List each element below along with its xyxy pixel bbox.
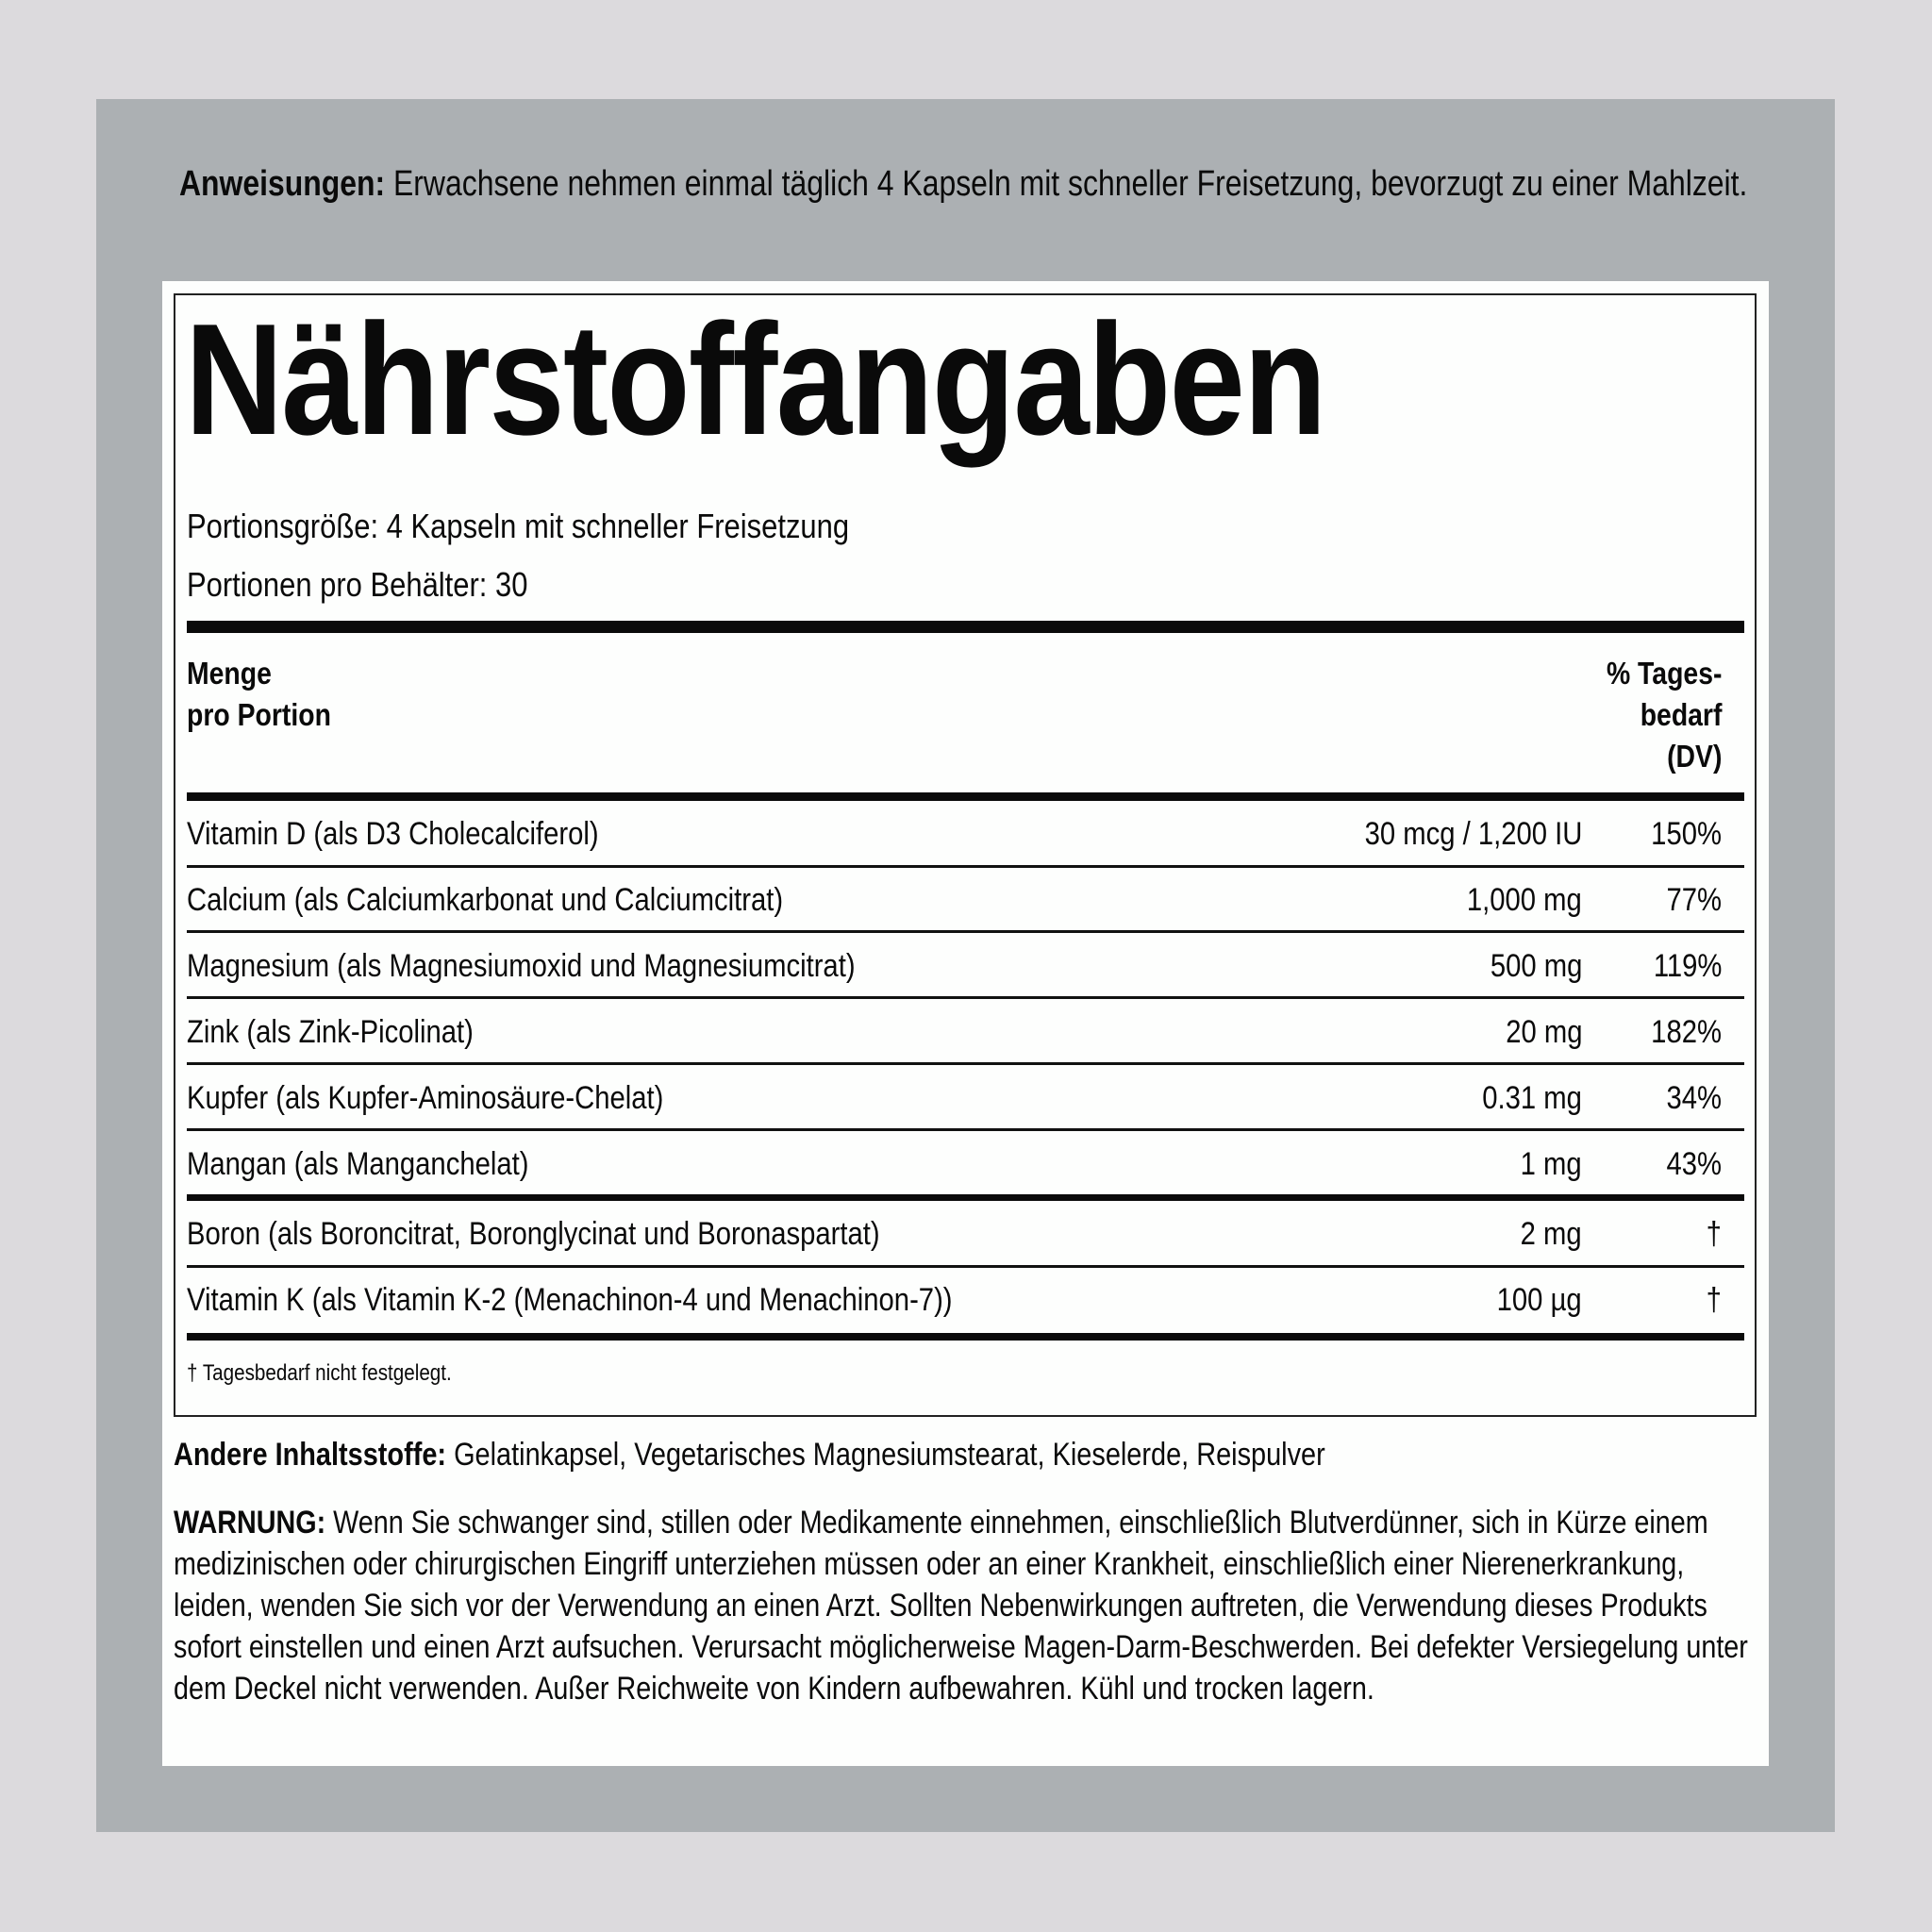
instructions-label: Anweisungen: — [179, 164, 386, 204]
nutrient-dv: 182% — [1651, 1014, 1722, 1050]
nutrient-dv: 119% — [1653, 948, 1722, 984]
nutrient-name: Mangan (als Manganchelat) — [187, 1146, 529, 1182]
nutrient-amount: 20 mg — [1505, 1014, 1582, 1050]
nutrient-dv: 34% — [1666, 1080, 1722, 1116]
other-ingredients-label: Andere Inhaltsstoffe: — [174, 1437, 447, 1473]
nutrient-row — [187, 1268, 1744, 1330]
header-line: bedarf — [1640, 697, 1722, 732]
header-line: (DV) — [1666, 739, 1722, 774]
nutrient-row — [187, 934, 1744, 996]
thick-divider — [187, 1194, 1744, 1201]
nutrient-dv: † — [1706, 1282, 1722, 1318]
nutrient-dv: 77% — [1666, 882, 1722, 918]
nutrient-name: Zink (als Zink-Picolinat) — [187, 1014, 474, 1050]
row-divider — [187, 930, 1744, 933]
row-divider — [187, 996, 1744, 999]
nutrient-amount: 100 µg — [1496, 1282, 1582, 1318]
nutrient-row — [187, 802, 1744, 864]
daily-value-header — [1607, 653, 1722, 777]
instructions-text: Erwachsene nehmen einmal täglich 4 Kapseln mit schneller Freisetzung, bevorzugt zu einer Mahlzeit. — [385, 164, 1748, 204]
thick-divider — [187, 1333, 1744, 1341]
facts-title: Nährstoffangaben — [185, 291, 1325, 468]
nutrient-amount: 30 mcg / 1,200 IU — [1364, 816, 1582, 852]
medium-divider — [187, 792, 1744, 801]
nutrient-name: Magnesium (als Magnesiumoxid und Magnesiumcitrat) — [187, 948, 856, 984]
thick-divider — [187, 621, 1744, 633]
nutrient-row — [187, 1132, 1744, 1194]
warning — [174, 1502, 1752, 1709]
nutrient-dv: 43% — [1666, 1146, 1722, 1182]
nutrient-amount: 2 mg — [1520, 1216, 1582, 1252]
nutrient-name: Vitamin D (als D3 Cholecalciferol) — [187, 816, 599, 852]
nutrient-row — [187, 1202, 1744, 1264]
nutrient-amount: 0.31 mg — [1482, 1080, 1582, 1116]
nutrient-name: Calcium (als Calciumkarbonat und Calciumcitrat) — [187, 882, 784, 918]
instructions — [179, 160, 1783, 208]
row-divider — [187, 1062, 1744, 1065]
nutrient-dv: 150% — [1651, 816, 1722, 852]
nutrient-amount: 500 mg — [1490, 948, 1582, 984]
nutrient-row — [187, 1000, 1744, 1062]
serving-size: Portionsgröße: 4 Kapseln mit schneller Freisetzung — [187, 507, 850, 545]
nutrient-name: Vitamin K (als Vitamin K-2 (Menachinon-4 und Menachinon-7)) — [187, 1282, 953, 1318]
other-ingredients-text: Gelatinkapsel, Vegetarisches Magnesiumstearat, Kieselerde, Reispulver — [446, 1437, 1325, 1473]
header-line: % Tages- — [1606, 656, 1722, 691]
nutrient-amount: 1 mg — [1520, 1146, 1582, 1182]
nutrient-row — [187, 868, 1744, 930]
nutrient-name: Boron (als Boroncitrat, Boronglycinat und Boronaspartat) — [187, 1216, 880, 1252]
header-line: pro Portion — [187, 697, 331, 732]
footnote: † Tagesbedarf nicht festgelegt. — [187, 1360, 452, 1386]
nutrient-amount: 1,000 mg — [1467, 882, 1582, 918]
servings-per-container: Portionen pro Behälter: 30 — [187, 565, 528, 604]
row-divider — [187, 1128, 1744, 1131]
header-line: Menge — [187, 656, 272, 691]
amount-per-serving-header — [187, 653, 331, 736]
warning-label: WARNUNG: — [174, 1505, 326, 1541]
warning-text: Wenn Sie schwanger sind, stillen oder Medikamente einnehmen, einschließlich Blutverdünner, sich in Kürze einem medizinischen oder chirurgischen Eingriff unterziehen müssen oder an einer Krankheit, einschließlich einer Nierenerkrankung, leiden, wenden Sie sich vor der Verwendung an einen Arzt. Sollten Nebenwirkungen auftreten, die Verwendung dieses Produkts sofort einstellen und einen Arzt aufsuchen. Verursacht möglicherweise Magen-Darm-Beschwerden. Bei defekter Versiegelung unter dem Deckel nicht verwenden. Außer Reichweite von Kindern aufbewahren. Kühl und trocken lagern. — [174, 1505, 1748, 1707]
nutrient-row — [187, 1066, 1744, 1128]
nutrient-name: Kupfer (als Kupfer-Aminosäure-Chelat) — [187, 1080, 664, 1116]
other-ingredients — [174, 1436, 1325, 1474]
nutrient-dv: † — [1706, 1216, 1722, 1252]
